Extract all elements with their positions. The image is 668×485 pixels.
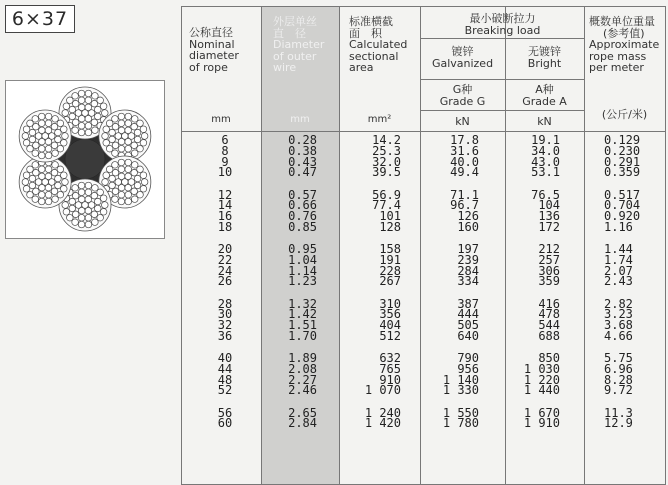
bright-load-cell: 43.0 [531,154,560,169]
rope-mass-cell: 0.517 [604,187,641,202]
galvanized-load-cell: 640 [457,328,479,343]
sectional-area-unit: mm² [367,114,392,125]
galvanized-load-cell: 1 140 [442,372,479,387]
outer-wire-cell: 2.08 [288,361,317,376]
outer-wire-cell: 2.46 [288,383,317,398]
rope-spec-table [181,6,666,485]
bright-load-cell: 104 [538,198,560,213]
bright-load-cell: 478 [538,307,560,322]
nominal-diameter-cell: 9 [221,154,229,169]
bright-load-cell: 34.0 [531,143,560,158]
rope-mass-cell: 1.44 [604,242,633,256]
sectional-area-cell: 1 240 [364,405,401,420]
galvanized-load-cell: 160 [457,219,479,234]
nominal-diameter-column [215,135,235,429]
bright-load-cell: 1 910 [523,416,560,431]
outer-wire-cell: 1.23 [288,274,317,289]
grade-a-header: A种 Grade A [522,83,567,108]
outer-wire-cell: 1.14 [288,263,317,278]
bright-load-cell: 306 [538,263,560,278]
galvanized-load-cell: 197 [457,242,479,256]
sectional-area-header: 标准横截 面 积 Calculated sectional area [349,15,408,74]
nominal-diameter-cell: 26 [217,274,233,289]
rope-mass-cell: 3.23 [604,307,633,322]
galvanized-load-cell: 17.8 [450,133,479,147]
outer-wire-cell: 0.38 [288,143,317,158]
galvanized-load-cell: 96.7 [450,198,479,213]
galvanized-load-cell: 790 [457,351,479,365]
nominal-diameter-cell: 28 [217,296,233,311]
outer-wire-column [277,135,317,429]
galvanized-load-cell: 1 330 [442,383,479,398]
bright-load-cell: 1 440 [523,383,560,398]
bright-load-cell: 76.5 [531,187,560,202]
nominal-diameter-cell: 12 [217,187,233,202]
nominal-diameter-header: 公称直径 Nominal diameter of rope [189,26,239,74]
rope-mass-cell: 0.129 [604,133,641,147]
galvanized-column [435,135,479,429]
bright-load-cell: 257 [538,252,560,267]
rope-cross-section-icon [6,81,164,238]
nominal-diameter-cell: 60 [217,416,233,431]
bright-column [514,135,560,429]
bright-load-cell: 172 [538,219,560,234]
galvanized-load-cell: 387 [457,296,479,311]
rope-mass-cell: 2.43 [604,274,633,289]
outer-wire-unit: mm [290,114,310,125]
rope-mass-cell: 2.82 [604,296,633,311]
rope-mass-cell: 0.359 [604,165,641,180]
outer-wire-cell: 0.95 [288,242,317,256]
outer-wire-cell: 1.70 [288,328,317,343]
bright-load-cell: 688 [538,328,560,343]
bright-load-cell: 212 [538,242,560,256]
nominal-diameter-cell: 36 [217,328,233,343]
rope-mass-cell: 6.96 [604,361,633,376]
nominal-diameter-cell: 22 [217,252,233,267]
rope-mass-column [604,135,644,429]
nominal-diameter-cell: 6 [221,133,229,147]
breaking-load-header: 最小破断拉力 Breaking load [464,12,541,37]
nominal-diameter-cell: 18 [217,219,233,234]
rope-mass-cell: 1.74 [604,252,633,267]
rope-type-label: 6×37 [5,5,75,33]
rope-mass-cell: 2.07 [604,263,633,278]
sectional-area-cell: 39.5 [372,165,401,180]
outer-wire-cell: 2.27 [288,372,317,387]
rope-mass-cell: 8.28 [604,372,633,387]
nominal-diameter-cell: 48 [217,372,233,387]
bright-load-cell: 136 [538,209,560,223]
nominal-diameter-cell: 8 [221,143,229,158]
outer-wire-cell: 0.43 [288,154,317,169]
nominal-diameter-cell: 56 [217,405,233,420]
rope-mass-cell: 0.704 [604,198,641,213]
bright-header: 无镀锌 Bright [527,45,562,70]
sectional-area-cell: 310 [379,296,401,311]
galvanized-load-cell: 1 550 [442,405,479,420]
galvanized-load-cell: 40.0 [450,154,479,169]
outer-wire-cell: 2.65 [288,405,317,420]
galvanized-load-cell: 71.1 [450,187,479,202]
sectional-area-cell: 56.9 [372,187,401,202]
nominal-diameter-cell: 30 [217,307,233,322]
galvanized-load-cell: 334 [457,274,479,289]
galvanized-load-cell: 49.4 [450,165,479,180]
outer-wire-cell: 0.57 [288,187,317,202]
rope-mass-cell: 3.68 [604,318,633,332]
sectional-area-cell: 404 [379,318,401,332]
sectional-area-cell: 765 [379,361,401,376]
sectional-area-cell: 512 [379,328,401,343]
sectional-area-cell: 158 [379,242,401,256]
galvanized-load-cell: 239 [457,252,479,267]
galvanized-load-cell: 444 [457,307,479,322]
outer-wire-header: 外层单丝 直 径 Diameter of outer wire [273,15,325,74]
galvanized-unit: kN [455,115,470,128]
nominal-diameter-cell: 20 [217,242,233,256]
bright-load-cell: 544 [538,318,560,332]
outer-wire-cell: 1.89 [288,351,317,365]
sectional-area-cell: 1 420 [364,416,401,431]
outer-wire-cell: 1.04 [288,252,317,267]
galvanized-load-cell: 284 [457,263,479,278]
rope-mass-header: 概数单位重量 (参考值) Approximate rope mass per meter [589,15,660,74]
rope-mass-cell: 12.9 [604,416,633,431]
outer-wire-cell: 1.32 [288,296,317,311]
sectional-area-cell: 267 [379,274,401,289]
outer-wire-cell: 0.47 [288,165,317,180]
nominal-unit: mm [211,114,231,125]
outer-wire-cell: 1.51 [288,318,317,332]
sectional-area-cell: 632 [379,351,401,365]
rope-mass-unit: (公斤/米) [601,108,648,121]
galvanized-load-cell: 1 780 [442,416,479,431]
sectional-area-column [357,135,401,429]
nominal-diameter-cell: 24 [217,263,233,278]
outer-wire-cell: 0.85 [288,219,317,234]
galvanized-load-cell: 956 [457,361,479,376]
sectional-area-cell: 77.4 [372,198,401,213]
rope-mass-cell: 9.72 [604,383,633,398]
galvanized-load-cell: 505 [457,318,479,332]
sectional-area-cell: 356 [379,307,401,322]
bright-load-cell: 1 220 [523,372,560,387]
outer-wire-cell: 1.42 [288,307,317,322]
nominal-diameter-cell: 16 [217,209,233,223]
rope-mass-cell: 0.920 [604,209,641,223]
sectional-area-cell: 32.0 [372,154,401,169]
bright-load-cell: 53.1 [531,165,560,180]
rope-mass-cell: 11.3 [604,405,633,420]
sectional-area-cell: 191 [379,252,401,267]
galvanized-load-cell: 126 [457,209,479,223]
bright-load-cell: 19.1 [531,133,560,147]
bright-unit: kN [537,115,552,128]
outer-wire-cell: 2.84 [288,416,317,431]
nominal-diameter-cell: 40 [217,351,233,365]
sectional-area-cell: 101 [379,209,401,223]
sectional-area-cell: 14.2 [372,133,401,147]
galvanized-load-cell: 31.6 [450,143,479,158]
bright-load-cell: 416 [538,296,560,311]
bright-load-cell: 359 [538,274,560,289]
grade-g-header: G种 Grade G [439,83,486,108]
rope-mass-cell: 0.230 [604,143,641,158]
nominal-diameter-cell: 44 [217,361,233,376]
bright-load-cell: 1 030 [523,361,560,376]
rope-mass-cell: 1.16 [604,219,633,234]
sectional-area-cell: 228 [379,263,401,278]
rope-mass-cell: 4.66 [604,328,633,343]
nominal-diameter-cell: 14 [217,198,233,213]
nominal-diameter-cell: 52 [217,383,233,398]
sectional-area-cell: 1 070 [364,383,401,398]
rope-cross-section-diagram [5,80,165,239]
rope-mass-cell: 0.291 [604,154,641,169]
galvanized-header: 镀锌 Galvanized [431,45,494,70]
bright-load-cell: 850 [538,351,560,365]
outer-wire-cell: 0.66 [288,198,317,213]
nominal-diameter-cell: 32 [217,318,233,332]
sectional-area-cell: 128 [379,219,401,234]
bright-load-cell: 1 670 [523,405,560,420]
sectional-area-cell: 910 [379,372,401,387]
outer-wire-cell: 0.28 [288,133,317,147]
rope-core-center [65,139,105,179]
sectional-area-cell: 25.3 [372,143,401,158]
rope-mass-cell: 5.75 [604,351,633,365]
outer-wire-cell: 0.76 [288,209,317,223]
nominal-diameter-cell: 10 [217,165,233,180]
